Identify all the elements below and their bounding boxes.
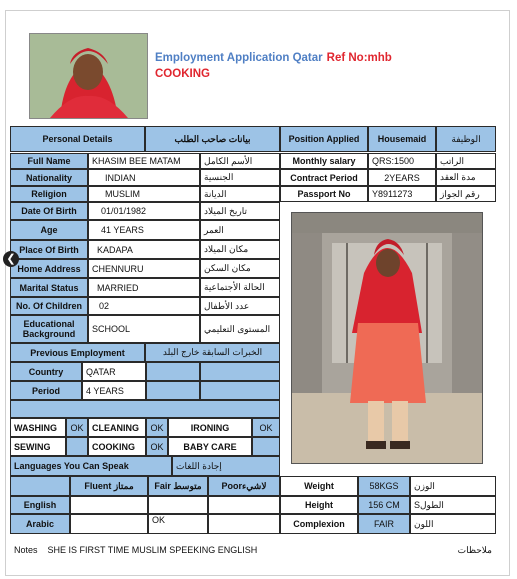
skill-cleaning-label: CLEANING [88, 418, 146, 437]
country-extra-1 [146, 362, 200, 381]
full-name-label-ar: الأسم الكامل [200, 153, 280, 169]
place-of-birth-value: KADAPA [88, 240, 200, 259]
nationality-value: INDIAN [88, 169, 200, 186]
personal-details-heading-ar: بيانات صاحب الطلب [145, 126, 280, 152]
marital-status-label: Marital Status [10, 278, 88, 297]
skill-cooking-label: COOKING [88, 437, 146, 456]
skill-cleaning-value: OK [146, 418, 168, 437]
country-label: Country [10, 362, 82, 381]
height-label: Height [280, 496, 358, 514]
height-label-ar: الطولS [410, 496, 496, 514]
english-label: English [10, 496, 70, 514]
english-fluent [70, 496, 148, 514]
period-value: 4 YEARS [82, 381, 146, 400]
skill-sewing-label: SEWING [10, 437, 66, 456]
salary-label-ar: الراتب [436, 153, 496, 169]
complexion-label-ar: اللون [410, 514, 496, 534]
period-extra-1 [146, 381, 200, 400]
country-extra-2 [200, 362, 280, 381]
period-label: Period [10, 381, 82, 400]
weight-label: Weight [280, 476, 358, 496]
place-of-birth-label-ar: مكان الميلاد [200, 240, 280, 259]
skill-sewing-value [66, 437, 88, 456]
skill-babycare-label: BABY CARE [168, 437, 252, 456]
arabic-poor [208, 514, 280, 534]
salary-value: QRS:1500 [368, 153, 436, 169]
marital-status-label-ar: الحالة الأجتماعية [200, 278, 280, 297]
education-label: Educational Background [10, 315, 88, 343]
contract-period-value: 2YEARS [368, 169, 436, 186]
position-applied-value: Housemaid [368, 126, 436, 152]
form-title [155, 52, 392, 64]
education-value: SCHOOL [88, 315, 200, 343]
age-label: Age [10, 220, 88, 240]
english-poor [208, 496, 280, 514]
home-address-label: Home Address [10, 259, 88, 278]
fair-column-header: Fair متوسط [148, 476, 208, 496]
notes-label: Notes [14, 545, 38, 555]
passport-label: Passport No [280, 186, 368, 202]
skill-ironing-value: OK [252, 418, 280, 437]
personal-details-heading: Personal Details [10, 126, 145, 152]
arabic-label: Arabic [10, 514, 70, 534]
previous-employment-label: Previous Employment [10, 343, 145, 362]
position-applied-label: Position Applied [280, 126, 368, 152]
place-of-birth-label: Place Of Birth [10, 240, 88, 259]
form-title-text: Employment Application Qatar [155, 52, 323, 64]
applicant-full-photo [291, 212, 483, 464]
notes-row [8, 540, 498, 560]
languages-label-ar: إجادة اللغات [172, 456, 280, 476]
full-name-label: Full Name [10, 153, 88, 169]
previous-page-arrow-icon[interactable]: ❮ [3, 251, 19, 267]
contract-period-label-ar: مدة العقد [436, 169, 496, 186]
skill-washing-label: WASHING [10, 418, 66, 437]
poor-column-header: Poorلاشيء [208, 476, 280, 496]
contract-period-label: Contract Period [280, 169, 368, 186]
language-header-blank [10, 476, 70, 496]
dob-value: 01/01/1982 [88, 202, 200, 220]
education-label-ar: المستوى التعليمي [200, 315, 280, 343]
religion-value: MUSLIM [88, 186, 200, 202]
notes-value: SHE IS FIRST TIME MUSLIM SPEEKING ENGLISH [47, 545, 258, 555]
complexion-label: Complexion [280, 514, 358, 534]
marital-status-value: MARRIED [88, 278, 200, 297]
children-label: No. Of Children [10, 297, 88, 315]
age-value: 41 YEARS [88, 220, 200, 240]
previous-employment-label-ar: الخبرات السابقة خارج البلد [145, 343, 280, 362]
children-label-ar: عدد الأطفال [200, 297, 280, 315]
religion-label: Religion [10, 186, 88, 202]
arabic-fluent [70, 514, 148, 534]
nationality-label: Nationality [10, 169, 88, 186]
home-address-label-ar: مكان السكن [200, 259, 280, 278]
dob-label: Date Of Birth [10, 202, 88, 220]
religion-label-ar: الديانة [200, 186, 280, 202]
salary-label: Monthly salary [280, 153, 368, 169]
weight-label-ar: الوزن [410, 476, 496, 496]
home-address-value: CHENNURU [88, 259, 200, 278]
dob-label-ar: تاريخ الميلاد [200, 202, 280, 220]
skill-babycare-value [252, 437, 280, 456]
skill-ironing-label: IRONING [168, 418, 252, 437]
skill-washing-value: OK [66, 418, 88, 437]
children-value: 02 [88, 297, 200, 315]
height-value: 156 CM [358, 496, 410, 514]
nationality-label-ar: الجنسية [200, 169, 280, 186]
languages-label: Languages You Can Speak [10, 456, 172, 476]
passport-value: Y8911273 [368, 186, 436, 202]
country-value: QATAR [82, 362, 146, 381]
notes-label-ar: ملاحظات [457, 544, 492, 555]
complexion-value: FAIR [358, 514, 410, 534]
full-name-value: KHASIM BEE MATAM [88, 153, 200, 169]
fluent-column-header: Fluent ممتاز [70, 476, 148, 496]
applicant-portrait-photo [29, 33, 148, 119]
english-fair [148, 496, 208, 514]
reference-number: Ref No:mhb [326, 52, 392, 64]
age-label-ar: العمر [200, 220, 280, 240]
position-heading: COOKING [155, 68, 210, 80]
period-extra-2 [200, 381, 280, 400]
arabic-fair: OK [148, 514, 208, 534]
weight-value: 58KGS [358, 476, 410, 496]
spacer-row [10, 400, 280, 418]
passport-label-ar: رقم الجواز [436, 186, 496, 202]
skill-cooking-value: OK [146, 437, 168, 456]
position-applied-label-ar: الوظيفة [436, 126, 496, 152]
